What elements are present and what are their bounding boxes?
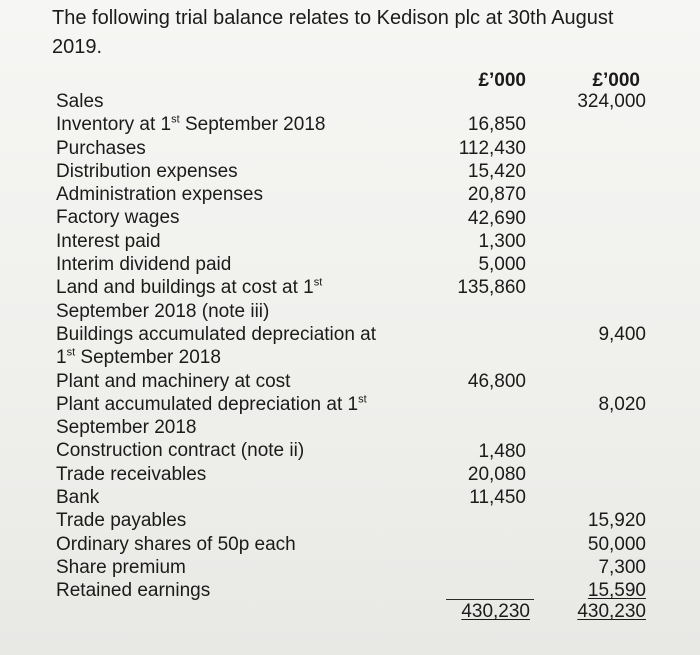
debit-value: 46,800	[467, 370, 526, 392]
credit-value: 15,920	[587, 510, 646, 532]
debit-value: 20,870	[467, 184, 526, 206]
account-label: Distribution expenses	[56, 160, 238, 182]
account-label: 1st September 2018	[56, 346, 221, 369]
account-label: Bank	[56, 487, 100, 509]
account-label: September 2018 (note iii)	[56, 300, 270, 322]
debit-value: 11,450	[469, 487, 526, 509]
account-label: Trade receivables	[56, 463, 207, 485]
credit-value: 8,020	[598, 393, 646, 415]
account-label: Construction contract (note ii)	[56, 440, 305, 462]
debit-value: 1,300	[478, 230, 526, 252]
credit-value: 50,000	[587, 533, 646, 555]
account-label: Interim dividend paid	[56, 254, 232, 276]
debit-value: 1,480	[478, 440, 526, 462]
account-label: Plant accumulated depreciation at 1st	[56, 393, 367, 415]
account-label: Inventory at 1st September 2018	[56, 113, 326, 136]
debit-value: 135,860	[457, 277, 526, 299]
account-label: Buildings accumulated depreciation at	[56, 323, 377, 345]
credit-column-header: £’000	[592, 70, 640, 91]
account-label: Administration expenses	[56, 184, 263, 206]
account-label: Interest paid	[56, 230, 161, 252]
account-label: Trade payables	[56, 510, 187, 532]
account-label: September 2018	[56, 417, 197, 439]
debit-value: 15,420	[467, 160, 526, 182]
credit-value: 7,300	[598, 557, 646, 578]
intro-text: The following trial balance relates to Kedison plc at 30th August 2019.	[52, 7, 614, 58]
credit-value: 15,590	[587, 580, 646, 602]
debit-value: 20,080	[467, 463, 526, 485]
account-label: Retained earnings	[56, 580, 211, 602]
account-label: Ordinary shares of 50p each	[56, 533, 296, 555]
debit-value: 42,690	[467, 207, 526, 229]
total-debit: 430,230	[461, 601, 530, 622]
debit-value: 16,850	[467, 114, 526, 136]
account-labels	[56, 90, 456, 603]
account-label: Share premium	[56, 556, 186, 578]
account-label: Plant and machinery at cost	[56, 370, 291, 392]
debit-value: 112,430	[458, 137, 526, 159]
account-label: Sales	[56, 91, 104, 112]
account-label: Land and buildings at cost at 1st	[56, 277, 323, 299]
account-label: Purchases	[56, 137, 146, 159]
total-credit: 430,230	[577, 601, 646, 622]
credit-value: 324,000	[577, 91, 646, 112]
account-label: Factory wages	[56, 207, 180, 229]
debit-column-header: £’000	[478, 70, 526, 91]
credit-value: 9,400	[598, 324, 646, 345]
debit-value: 5,000	[478, 254, 526, 276]
